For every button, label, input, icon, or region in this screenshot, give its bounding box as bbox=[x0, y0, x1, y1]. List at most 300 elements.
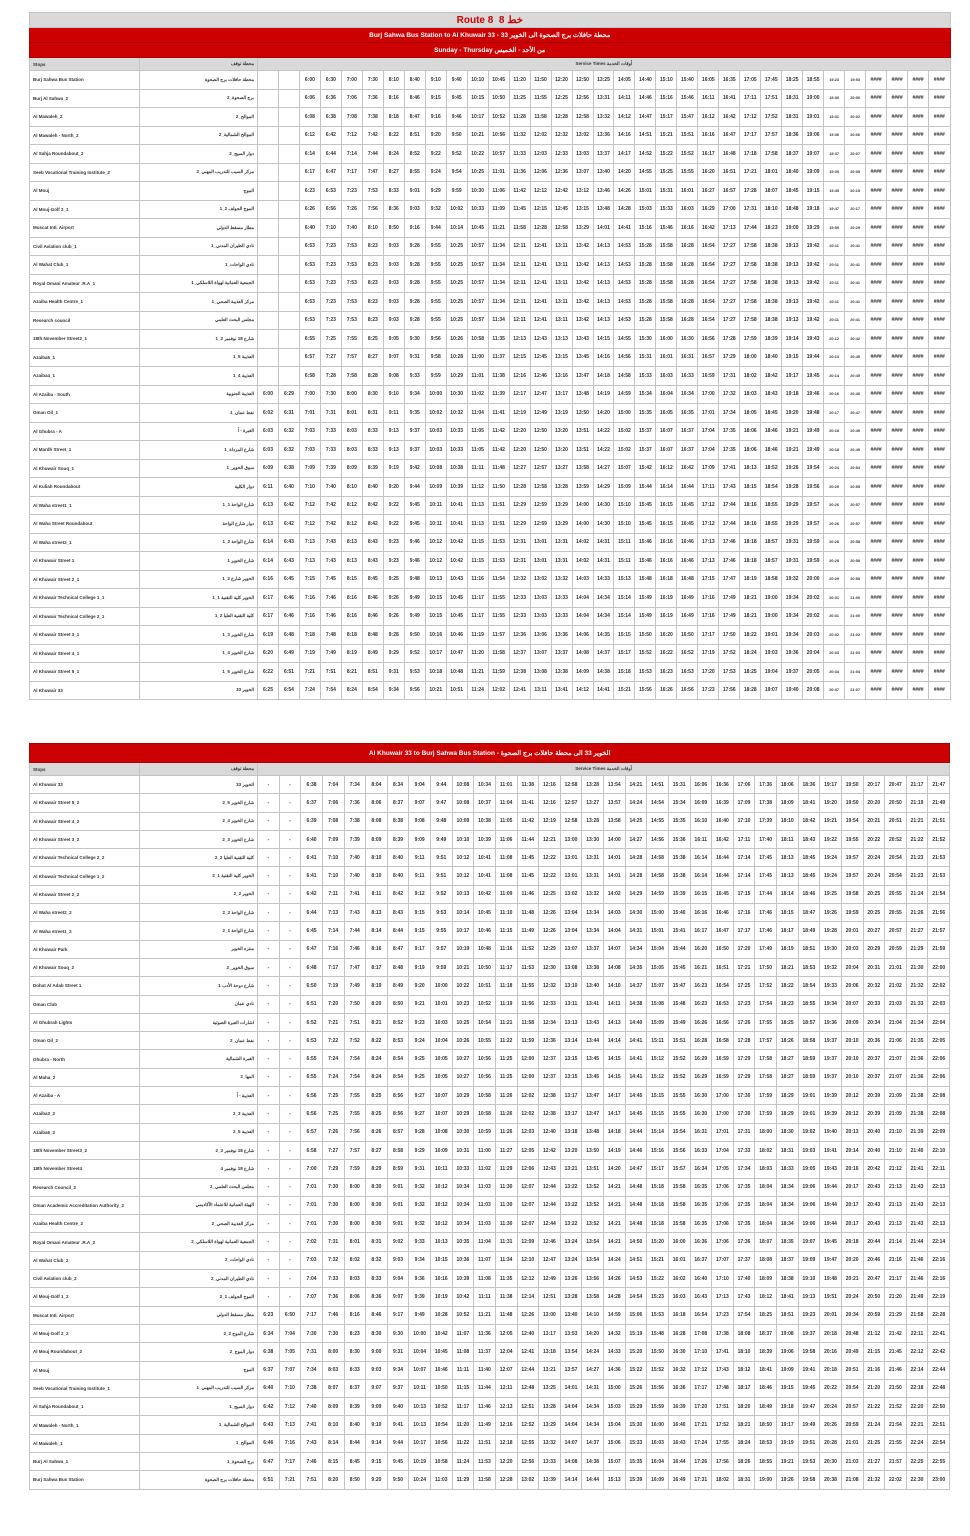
departure-time: 7:48 bbox=[320, 626, 341, 645]
departure-time: 19:00 bbox=[761, 607, 782, 626]
departure-time: 11:34 bbox=[488, 293, 509, 312]
departure-time: 8:46 bbox=[366, 1306, 388, 1324]
departure-time: 9:03 bbox=[383, 311, 404, 330]
departure-time: 17:43 bbox=[719, 478, 740, 497]
departure-time: 11:44 bbox=[474, 1379, 496, 1397]
departure-time: 18:10 bbox=[777, 812, 799, 830]
departure-time: 13:45 bbox=[582, 1050, 604, 1068]
departure-time: #### bbox=[929, 219, 951, 238]
departure-time: 14:06 bbox=[572, 626, 593, 645]
departure-time bbox=[258, 163, 279, 182]
departure-time: 12:11 bbox=[509, 311, 530, 330]
departure-time: 16:54 bbox=[690, 1306, 712, 1324]
departure-time: 14:22 bbox=[593, 422, 614, 441]
departure-time: 7:47 bbox=[344, 958, 366, 976]
departure-time: 7:23 bbox=[320, 274, 341, 293]
departure-time: 6:46 bbox=[278, 607, 299, 626]
departure-time: 7:41 bbox=[301, 1416, 323, 1434]
departure-time: 16:30 bbox=[690, 1105, 712, 1123]
departure-time: #### bbox=[929, 441, 951, 460]
departure-time: 10:42 bbox=[431, 1324, 453, 1342]
departure-time: 14:40 bbox=[625, 1013, 647, 1031]
departure-time: 8:33 bbox=[362, 441, 383, 460]
departure-time: - bbox=[279, 922, 301, 940]
departure-time: - bbox=[279, 1251, 301, 1269]
departure-time: 20:50 bbox=[885, 794, 907, 812]
departure-time: 18:57 bbox=[798, 1013, 820, 1031]
departure-time: 18:38 bbox=[777, 1270, 799, 1288]
departure-time: 11:44 bbox=[517, 830, 539, 848]
departure-time: 8:55 bbox=[404, 163, 425, 182]
departure-time: 9:09 bbox=[366, 1398, 388, 1416]
departure-time: 15:49 bbox=[635, 607, 656, 626]
departure-time: 17:40 bbox=[733, 1270, 755, 1288]
departure-time: 15:36 bbox=[668, 830, 690, 848]
departure-time: 21:23 bbox=[906, 867, 928, 885]
departure-time: 10:21 bbox=[425, 681, 446, 700]
departure-time bbox=[278, 71, 299, 90]
departure-time: 17:39 bbox=[755, 812, 777, 830]
stop-name: Burj Sahwa Bus Station bbox=[30, 1471, 140, 1489]
departure-time: 17:04 bbox=[698, 422, 719, 441]
departure-time: 18:13 bbox=[777, 849, 799, 867]
departure-time: 8:00 bbox=[344, 1196, 366, 1214]
departure-time: 10:51 bbox=[474, 977, 496, 995]
departure-time: - bbox=[279, 1141, 301, 1159]
departure-time: 14:28 bbox=[614, 200, 635, 219]
departure-time: 14:59 bbox=[614, 385, 635, 404]
departure-time: 20:10 bbox=[841, 1068, 863, 1086]
departure-time: 6:29 bbox=[278, 385, 299, 404]
departure-time: 17:17 bbox=[690, 1379, 712, 1397]
departure-time: 22:44 bbox=[928, 1361, 950, 1379]
departure-time: 20:15 bbox=[845, 182, 866, 201]
departure-time: 12:05 bbox=[517, 1141, 539, 1159]
departure-time: - bbox=[279, 1233, 301, 1251]
departure-time: 14:25 bbox=[625, 812, 647, 830]
departure-time: 19:01 bbox=[803, 108, 824, 127]
departure-time: 20:26 bbox=[824, 496, 845, 515]
stop-name-ar: شارع الواحة 2_1 bbox=[140, 533, 258, 552]
departure-time: 22:02 bbox=[928, 977, 950, 995]
departure-time: 6:51 bbox=[301, 995, 323, 1013]
departure-time bbox=[278, 200, 299, 219]
departure-time: 17:01 bbox=[698, 404, 719, 423]
departure-time: 18:31 bbox=[733, 1471, 755, 1489]
departure-time: 13:28 bbox=[539, 1398, 561, 1416]
departure-time: 15:13 bbox=[614, 570, 635, 589]
departure-time: 9:10 bbox=[383, 385, 404, 404]
departure-time: #### bbox=[929, 348, 951, 367]
stop-row bbox=[30, 885, 950, 903]
departure-time: 17:21 bbox=[733, 958, 755, 976]
stop-name-ar: الخوير كلية التقنية 1_1 bbox=[140, 589, 258, 608]
departure-time: 16:28 bbox=[677, 293, 698, 312]
stop-name: Azaiba3_2 bbox=[30, 1105, 140, 1123]
stop-name-ar: دوار السيح_1 bbox=[140, 1398, 258, 1416]
departure-time: 10:37 bbox=[474, 794, 496, 812]
departure-time: 21:43 bbox=[906, 1215, 928, 1233]
departure-time: 10:12 bbox=[431, 1215, 453, 1233]
departure-time: 8:36 bbox=[383, 200, 404, 219]
departure-time: 9:01 bbox=[387, 1178, 409, 1196]
departure-time: 19:47 bbox=[824, 200, 845, 219]
stop-row bbox=[30, 108, 951, 127]
departure-time: 14:26 bbox=[604, 1270, 626, 1288]
departure-time: 12:12 bbox=[517, 1270, 539, 1288]
departure-time: 9:11 bbox=[383, 404, 404, 423]
departure-time: - bbox=[258, 885, 280, 903]
departure-time: 15:30 bbox=[625, 1416, 647, 1434]
departure-time: 6:42 bbox=[258, 1398, 280, 1416]
departure-time: 14:02 bbox=[572, 552, 593, 571]
departure-time: 10:33 bbox=[452, 1160, 474, 1178]
departure-time: 20:01 bbox=[820, 1306, 842, 1324]
departure-time: 8:46 bbox=[362, 607, 383, 626]
departure-time: 12:26 bbox=[539, 904, 561, 922]
departure-time: 13:28 bbox=[582, 812, 604, 830]
departure-time: 8:06 bbox=[366, 794, 388, 812]
departure-time: 9:49 bbox=[409, 1306, 431, 1324]
departure-time: 8:02 bbox=[344, 1251, 366, 1269]
departure-time: 7:39 bbox=[320, 459, 341, 478]
departure-time: 10:38 bbox=[474, 812, 496, 830]
departure-time: 9:40 bbox=[446, 71, 467, 90]
departure-time: 14:35 bbox=[625, 958, 647, 976]
departure-time: 16:42 bbox=[698, 219, 719, 238]
departure-time: 8:26 bbox=[366, 1123, 388, 1141]
departure-time: 19:57 bbox=[803, 496, 824, 515]
departure-time: 11:20 bbox=[452, 1416, 474, 1434]
departure-time: 18:26 bbox=[733, 1452, 755, 1470]
departure-time: #### bbox=[929, 570, 951, 589]
departure-time: 19:28 bbox=[782, 478, 803, 497]
departure-time: #### bbox=[929, 293, 951, 312]
departure-time: 9:45 bbox=[446, 89, 467, 108]
departure-time: 22:28 bbox=[928, 1306, 950, 1324]
departure-time: 22:04 bbox=[928, 1013, 950, 1031]
departure-time: 15:48 bbox=[647, 1324, 669, 1342]
departure-time: 18:09 bbox=[755, 1270, 777, 1288]
departure-time: 8:24 bbox=[341, 681, 362, 700]
departure-time: 11:42 bbox=[517, 812, 539, 830]
departure-time: 13:20 bbox=[551, 441, 572, 460]
departure-time: 21:13 bbox=[885, 1178, 907, 1196]
departure-time: 11:22 bbox=[495, 1032, 517, 1050]
departure-time: 18:09 bbox=[777, 794, 799, 812]
departure-time: 12:47 bbox=[530, 385, 551, 404]
departure-time: #### bbox=[908, 663, 929, 682]
departure-time: 21:55 bbox=[885, 1434, 907, 1452]
departure-time: #### bbox=[866, 145, 887, 164]
departure-time: 10:15 bbox=[425, 607, 446, 626]
departure-time: 9:19 bbox=[409, 958, 431, 976]
departure-time: 15:09 bbox=[647, 1013, 669, 1031]
departure-time: 6:53 bbox=[320, 182, 341, 201]
departure-time: 7:16 bbox=[299, 607, 320, 626]
departure-time: 22:50 bbox=[928, 1398, 950, 1416]
departure-time: 10:25 bbox=[446, 293, 467, 312]
departure-time: 19:09 bbox=[798, 1251, 820, 1269]
departure-time: 18:31 bbox=[782, 89, 803, 108]
stop-name-ar: شارع الواحة 1_1 bbox=[140, 496, 258, 515]
departure-time: 7:03 bbox=[301, 1251, 323, 1269]
departure-time: #### bbox=[866, 515, 887, 534]
departure-time: 9:45 bbox=[404, 515, 425, 534]
departure-time: 19:56 bbox=[803, 478, 824, 497]
departure-time: 10:29 bbox=[452, 1105, 474, 1123]
departure-time: #### bbox=[929, 367, 951, 386]
departure-time: 8:36 bbox=[366, 1288, 388, 1306]
departure-time: 8:09 bbox=[366, 830, 388, 848]
departure-time: 15:23 bbox=[647, 1288, 669, 1306]
departure-time: 16:54 bbox=[712, 977, 734, 995]
departure-time: - bbox=[258, 1123, 280, 1141]
departure-time bbox=[278, 256, 299, 275]
departure-time: 20:00 bbox=[803, 570, 824, 589]
departure-time: 20:58 bbox=[845, 552, 866, 571]
departure-time: 7:55 bbox=[344, 1105, 366, 1123]
departure-time: #### bbox=[866, 681, 887, 700]
departure-time: #### bbox=[929, 330, 951, 349]
departure-time: 10:19 bbox=[452, 940, 474, 958]
departure-time: 13:25 bbox=[539, 1379, 561, 1397]
departure-time: 14:28 bbox=[604, 1288, 626, 1306]
departure-time: 7:01 bbox=[301, 1215, 323, 1233]
departure-time: 17:57 bbox=[755, 1032, 777, 1050]
departure-time: 10:07 bbox=[431, 1087, 453, 1105]
departure-time: 15:04 bbox=[647, 940, 669, 958]
departure-time: 20:03 bbox=[803, 626, 824, 645]
departure-time: 19:13 bbox=[782, 256, 803, 275]
departure-time: 20:52 bbox=[885, 830, 907, 848]
departure-time: - bbox=[279, 958, 301, 976]
departure-time: 12:51 bbox=[539, 1288, 561, 1306]
departure-time: 16:03 bbox=[647, 1434, 669, 1452]
departure-time: 15:05 bbox=[647, 958, 669, 976]
departure-time: 14:21 bbox=[625, 776, 647, 794]
departure-time: 15:19 bbox=[625, 1324, 647, 1342]
departure-time: 14:18 bbox=[604, 1123, 626, 1141]
departure-time: 11:56 bbox=[517, 995, 539, 1013]
stop-name: Al Khuwair Street 5_1 bbox=[30, 663, 140, 682]
departure-time: 7:42 bbox=[320, 515, 341, 534]
departure-time bbox=[258, 182, 279, 201]
departure-time: 17:20 bbox=[733, 940, 755, 958]
departure-time: 19:41 bbox=[820, 1141, 842, 1159]
departure-time: 18:08 bbox=[733, 1324, 755, 1342]
departure-time: - bbox=[258, 867, 280, 885]
departure-time: 7:17 bbox=[301, 1306, 323, 1324]
departure-time: 16:42 bbox=[719, 108, 740, 127]
stop-row bbox=[30, 1068, 950, 1086]
departure-time: 18:27 bbox=[777, 1050, 799, 1068]
departure-time: 22:55 bbox=[928, 1452, 950, 1470]
departure-time: 17:05 bbox=[712, 1160, 734, 1178]
departure-time: 8:19 bbox=[366, 977, 388, 995]
departure-time: 16:36 bbox=[690, 1233, 712, 1251]
departure-time: 8:31 bbox=[362, 404, 383, 423]
departure-time: 15:26 bbox=[625, 1379, 647, 1397]
departure-time: 14:35 bbox=[593, 626, 614, 645]
stop-name-ar: الخوير شارع 2_1 bbox=[140, 570, 258, 589]
departure-time: 15:50 bbox=[647, 1343, 669, 1361]
departure-time: 9:14 bbox=[366, 1434, 388, 1452]
departure-time: 15:52 bbox=[668, 1050, 690, 1068]
departure-time: 13:54 bbox=[604, 776, 626, 794]
departure-time: 7:33 bbox=[320, 441, 341, 460]
departure-time: 14:04 bbox=[572, 589, 593, 608]
stop-name: 18th November Street4 bbox=[30, 1160, 140, 1178]
stop-name-ar: العذيبة 5_2 bbox=[140, 1123, 258, 1141]
departure-time: 14:16 bbox=[593, 348, 614, 367]
departure-time: 7:51 bbox=[301, 1471, 323, 1489]
departure-time: 15:38 bbox=[668, 849, 690, 867]
departure-time: 21:12 bbox=[885, 1160, 907, 1178]
departure-time: 12:55 bbox=[517, 1434, 539, 1452]
departure-time: 8:20 bbox=[322, 1471, 344, 1489]
departure-time: 21:57 bbox=[885, 1452, 907, 1470]
departure-time: 19:50 bbox=[841, 776, 863, 794]
departure-time: 8:10 bbox=[366, 867, 388, 885]
departure-time: 7:46 bbox=[322, 1306, 344, 1324]
departure-time: - bbox=[279, 849, 301, 867]
departure-time: 19:06 bbox=[798, 1196, 820, 1214]
departure-time: 21:29 bbox=[885, 1306, 907, 1324]
stop-row bbox=[30, 1105, 950, 1123]
stop-row bbox=[30, 1270, 950, 1288]
departure-time: 18:07 bbox=[755, 1233, 777, 1251]
departure-time: 17:44 bbox=[719, 496, 740, 515]
departure-time: 14:08 bbox=[560, 1452, 582, 1470]
departure-time: 11:34 bbox=[488, 311, 509, 330]
departure-time: 17:16 bbox=[733, 904, 755, 922]
departure-time: 9:13 bbox=[383, 441, 404, 460]
departure-time: 15:16 bbox=[635, 219, 656, 238]
departure-time: 6:44 bbox=[320, 145, 341, 164]
departure-time: 10:25 bbox=[452, 1013, 474, 1031]
departure-time: 15:03 bbox=[635, 200, 656, 219]
departure-time: 21:03 bbox=[841, 1452, 863, 1470]
stop-name: Oman Oil_2 bbox=[30, 1032, 140, 1050]
departure-time: 21:52 bbox=[885, 1398, 907, 1416]
departure-time: 12:41 bbox=[530, 256, 551, 275]
departure-time bbox=[258, 71, 279, 90]
departure-time: 20:34 bbox=[841, 1306, 863, 1324]
departure-time: 14:30 bbox=[625, 904, 647, 922]
departure-time: 18:06 bbox=[740, 422, 761, 441]
departure-time: 14:21 bbox=[604, 1215, 626, 1233]
departure-time: 8:16 bbox=[383, 89, 404, 108]
departure-time: 16:00 bbox=[647, 1416, 669, 1434]
departure-time: 7:29 bbox=[322, 1160, 344, 1178]
departure-time: 14:26 bbox=[614, 182, 635, 201]
departure-time: 22:21 bbox=[906, 1416, 928, 1434]
departure-time: 14:09 bbox=[572, 663, 593, 682]
departure-time: 13:22 bbox=[560, 1196, 582, 1214]
departure-time: 11:08 bbox=[474, 1270, 496, 1288]
departure-time: 22:05 bbox=[928, 1032, 950, 1050]
departure-time: 9:48 bbox=[431, 812, 453, 830]
departure-time: 7:12 bbox=[279, 1398, 301, 1416]
departure-time: 20:25 bbox=[824, 478, 845, 497]
stop-name: Burj Al Sahwa_1 bbox=[30, 1452, 140, 1470]
departure-time: 12:22 bbox=[539, 849, 561, 867]
departure-time: 19:15 bbox=[803, 182, 824, 201]
departure-time: 7:57 bbox=[341, 348, 362, 367]
departure-time: 6:48 bbox=[278, 626, 299, 645]
departure-time: 18:34 bbox=[777, 1178, 799, 1196]
departure-time: 19:37 bbox=[798, 1324, 820, 1342]
departure-time: 20:18 bbox=[824, 441, 845, 460]
stop-row bbox=[30, 849, 950, 867]
departure-time: 18:00 bbox=[740, 348, 761, 367]
departure-time: #### bbox=[908, 570, 929, 589]
stop-row bbox=[30, 1087, 950, 1105]
departure-time: 19:01 bbox=[761, 626, 782, 645]
departure-time: 16:43 bbox=[690, 1288, 712, 1306]
stop-name: Al Waha Street Roundabout bbox=[30, 515, 140, 534]
departure-time: 18:15 bbox=[740, 478, 761, 497]
departure-time bbox=[278, 293, 299, 312]
departure-time: 12:18 bbox=[495, 1434, 517, 1452]
departure-time: 8:15 bbox=[322, 1452, 344, 1470]
departure-time: 15:10 bbox=[614, 496, 635, 515]
departure-time: 11:50 bbox=[530, 71, 551, 90]
departure-time bbox=[278, 330, 299, 349]
departure-time: 15:37 bbox=[635, 441, 656, 460]
departure-time: #### bbox=[887, 71, 908, 90]
stop-name-ar: شارع دوحة الأدب 1 bbox=[140, 977, 258, 995]
departure-time: 10:08 bbox=[425, 459, 446, 478]
departure-time: 15:11 bbox=[647, 1032, 669, 1050]
departure-time: 6:22 bbox=[258, 663, 279, 682]
departure-time: 7:30 bbox=[322, 1215, 344, 1233]
departure-time: 14:01 bbox=[604, 867, 626, 885]
departure-time: 12:49 bbox=[530, 404, 551, 423]
departure-time: 21:53 bbox=[928, 849, 950, 867]
departure-time: 10:57 bbox=[488, 145, 509, 164]
departure-time: 20:05 bbox=[803, 663, 824, 682]
departure-time: 13:15 bbox=[572, 200, 593, 219]
departure-time: 12:37 bbox=[539, 1050, 561, 1068]
departure-time: 9:47 bbox=[431, 794, 453, 812]
departure-time: 12:33 bbox=[509, 607, 530, 626]
stop-name-ar: نادي الطيران المدني_1 bbox=[140, 237, 258, 256]
departure-time: - bbox=[279, 1178, 301, 1196]
departure-time: 18:58 bbox=[798, 1032, 820, 1050]
departure-time: 12:51 bbox=[517, 1398, 539, 1416]
stop-name-ar: المها_2 bbox=[140, 1068, 258, 1086]
departure-time: 18:39 bbox=[761, 330, 782, 349]
departure-time: 10:42 bbox=[474, 885, 496, 903]
departure-time: 14:07 bbox=[560, 1434, 582, 1452]
departure-time: #### bbox=[887, 108, 908, 127]
departure-time: 10:50 bbox=[431, 1379, 453, 1397]
stop-name-ar: الموج الجولف 1_2 bbox=[140, 1288, 258, 1306]
stop-name: Azaiba5_2 bbox=[30, 1123, 140, 1141]
stop-name-ar: الموج bbox=[140, 1361, 258, 1379]
departure-time: 6:40 bbox=[299, 219, 320, 238]
departure-time: 17:25 bbox=[733, 977, 755, 995]
departure-time: 17:33 bbox=[733, 1141, 755, 1159]
departure-time: 11:02 bbox=[474, 1160, 496, 1178]
departure-time: 14:17 bbox=[614, 145, 635, 164]
departure-time: 18:10 bbox=[733, 1343, 755, 1361]
departure-time: 20:55 bbox=[845, 478, 866, 497]
departure-time: 11:57 bbox=[488, 626, 509, 645]
stop-name: Al Mouj bbox=[30, 182, 140, 201]
